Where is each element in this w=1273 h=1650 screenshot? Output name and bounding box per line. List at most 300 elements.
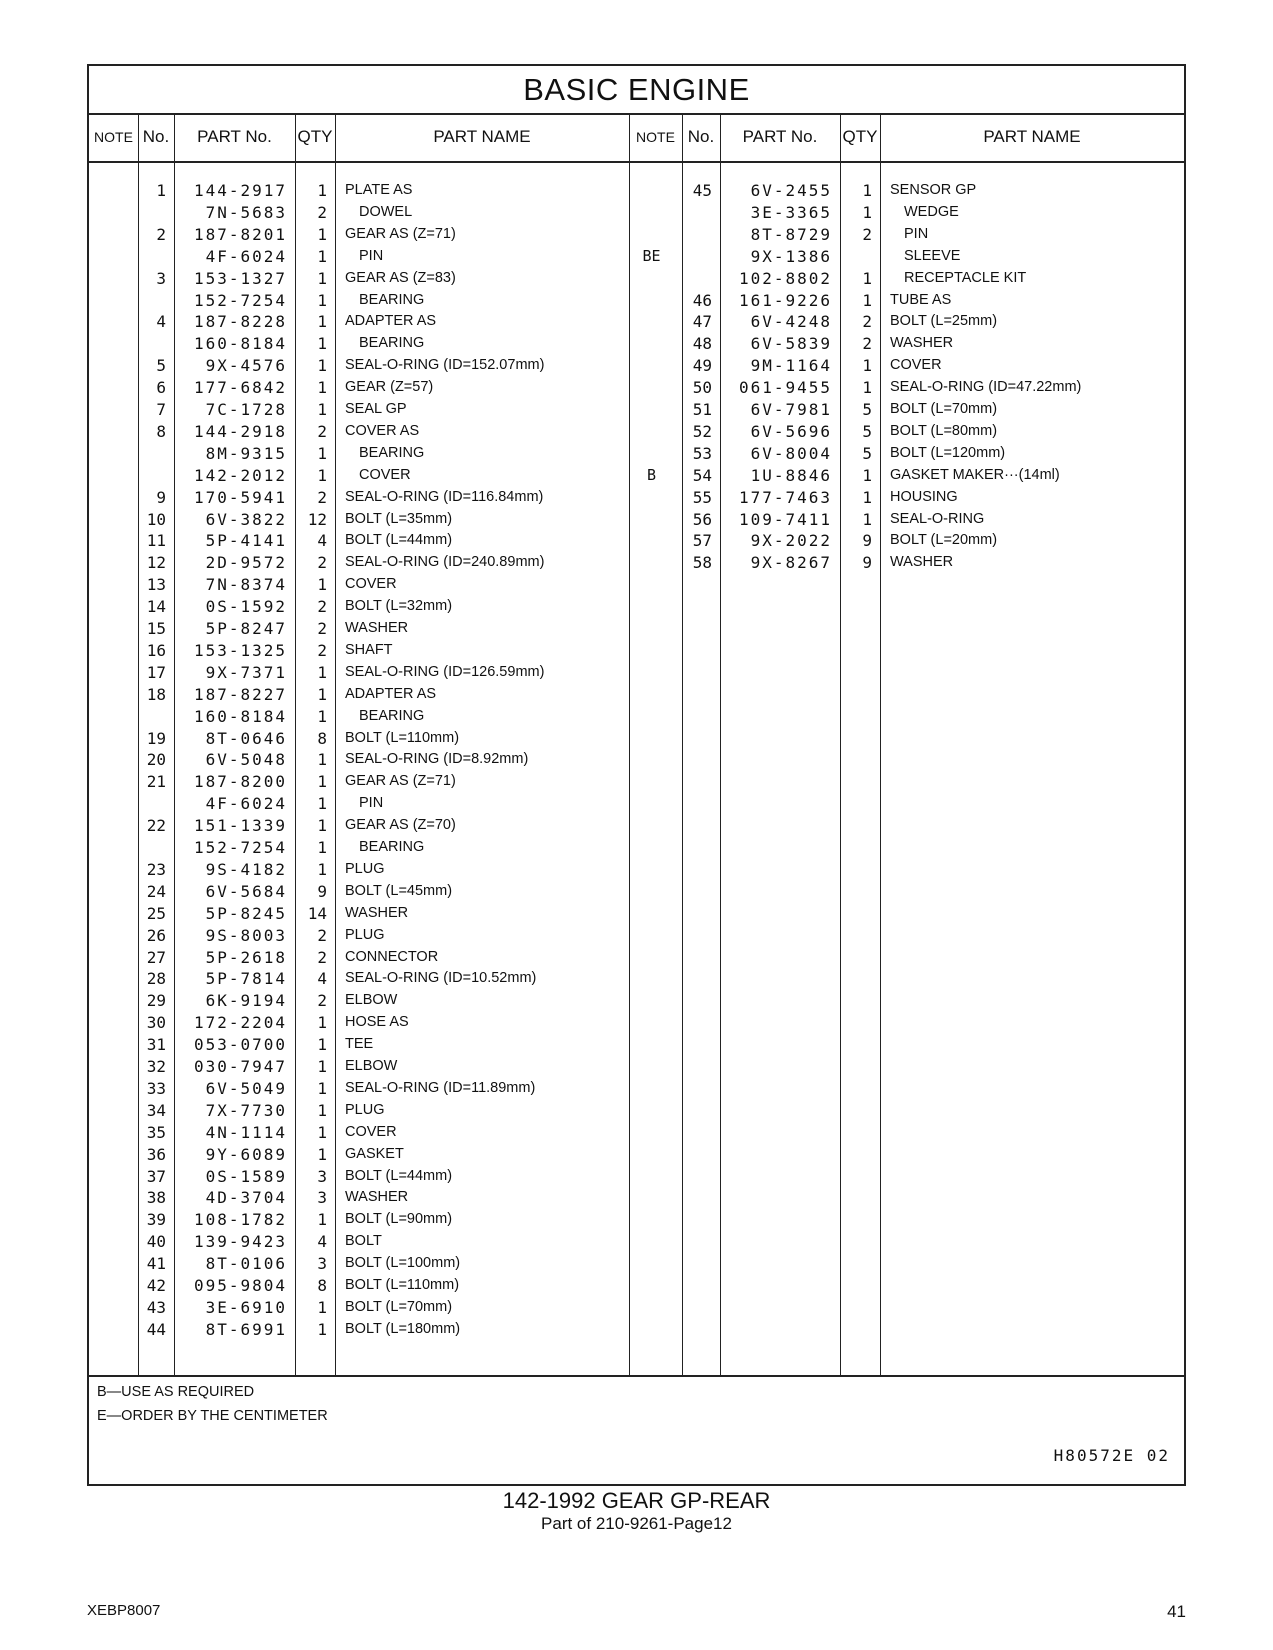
cell-part-number: 5P-8245	[205, 903, 287, 923]
cell-part-number: 8T-0106	[205, 1254, 287, 1274]
table-row	[89, 508, 1184, 531]
cell-part-number: 5P-8247	[205, 619, 287, 638]
cell-item-number: 9	[156, 487, 166, 507]
cell-item-number: 15	[146, 619, 166, 638]
table-row	[89, 464, 1184, 487]
cell-note	[629, 354, 674, 377]
cell-part-name: BOLT (L=70mm)	[890, 401, 998, 417]
cell-part-number: 5P-2618	[205, 947, 287, 967]
cell-part-name: PLUG	[345, 1101, 385, 1118]
cell-item-number: 18	[146, 684, 166, 704]
cell-part-name: BOLT (L=25mm)	[890, 313, 998, 330]
cell-part-number: 030-7947	[193, 1057, 287, 1076]
cell-item-number: 22	[146, 816, 166, 836]
table-row	[89, 1143, 1184, 1166]
cell-part-name: BEARING	[359, 291, 425, 308]
cell-quantity: 12	[307, 509, 327, 529]
cell-item-number: 49	[692, 356, 712, 376]
cell-quantity: 1	[317, 772, 327, 792]
cell-note	[89, 573, 130, 596]
cell-part-name: GEAR AS (Z=71)	[345, 773, 456, 790]
cell-part-name: WASHER	[345, 1189, 409, 1206]
cell-quantity: 1	[317, 1144, 327, 1164]
cell-note	[629, 529, 674, 552]
cell-note	[89, 1296, 130, 1319]
cell-part-name: PIN	[359, 795, 384, 812]
table-row	[89, 354, 1184, 377]
cell-quantity: 1	[317, 816, 327, 836]
cell-part-number: 1U-8846	[750, 465, 832, 485]
cell-item-number: 54	[692, 465, 712, 485]
table-row	[89, 1318, 1184, 1341]
cell-part-name: BOLT (L=100mm)	[345, 1255, 461, 1272]
cell-quantity: 1	[862, 268, 872, 288]
cell-item-number: 41	[146, 1254, 166, 1274]
cell-quantity: 1	[317, 1057, 327, 1076]
cell-part-number: 152-7254	[193, 838, 287, 857]
table-row	[89, 989, 1184, 1012]
cell-part-name: SEAL-O-RING (ID=11.89mm)	[345, 1079, 536, 1096]
header-part-no-right: PART No.	[742, 127, 818, 146]
cell-part-name: SHAFT	[345, 641, 393, 658]
cell-part-name: WASHER	[890, 554, 954, 571]
cell-item-number: 43	[146, 1297, 166, 1317]
cell-note	[629, 508, 674, 531]
cell-quantity: 1	[862, 202, 872, 222]
cell-part-name: SEAL GP	[345, 401, 407, 417]
cell-quantity: 2	[317, 991, 327, 1011]
cell-part-name: BEARING	[359, 707, 425, 724]
cell-item-number: 26	[146, 925, 166, 945]
cell-item-number: 8	[156, 421, 166, 441]
illustration-code: H80572E 02	[1053, 1446, 1170, 1465]
cell-quantity: 2	[317, 597, 327, 617]
cell-part-number: 6V-5839	[750, 334, 832, 354]
table-title: BASIC ENGINE	[89, 66, 1184, 115]
cell-part-name: GASKET	[345, 1145, 404, 1162]
table-row	[89, 267, 1184, 290]
header-no-right: No.	[687, 127, 715, 146]
cell-quantity: 1	[317, 1210, 327, 1230]
cell-part-name: PIN	[904, 225, 929, 242]
cell-part-number: 153-1325	[193, 640, 287, 660]
cell-quantity: 1	[317, 1319, 327, 1339]
cell-quantity: 1	[317, 268, 327, 288]
cell-note	[629, 398, 674, 421]
cell-quantity: 1	[317, 378, 327, 398]
cell-item-number: 40	[146, 1232, 166, 1252]
cell-part-number: 6V-4248	[750, 312, 832, 332]
cell-part-name: HOSE AS	[345, 1014, 409, 1031]
cell-quantity: 1	[317, 706, 327, 726]
cell-item-number: 11	[146, 531, 166, 551]
cell-quantity: 1	[317, 334, 327, 354]
cell-quantity: 1	[317, 750, 327, 770]
cell-part-name: BEARING	[359, 335, 425, 352]
cell-part-number: 4F-6024	[205, 794, 287, 814]
cell-part-name: SLEEVE	[904, 247, 961, 264]
cell-quantity: 2	[317, 619, 327, 638]
table-row	[89, 639, 1184, 662]
cell-item-number	[682, 223, 712, 246]
cell-quantity: 1	[317, 443, 327, 463]
cell-note	[89, 1121, 130, 1144]
cell-quantity: 5	[862, 443, 872, 463]
cell-part-name: TUBE AS	[890, 291, 952, 308]
cell-note: B	[646, 465, 657, 484]
cell-item-number: 13	[146, 575, 166, 595]
cell-item-number: 27	[146, 947, 166, 967]
cell-note	[629, 376, 674, 399]
cell-part-name: WASHER	[345, 620, 409, 636]
cell-quantity: 4	[317, 531, 327, 551]
cell-part-number: 9X-8267	[750, 553, 832, 573]
cell-note	[89, 967, 130, 990]
cell-note	[89, 1143, 130, 1166]
cell-part-number: 187-8201	[193, 224, 287, 244]
cell-part-name: BOLT (L=70mm)	[345, 1298, 453, 1315]
cell-quantity: 1	[317, 312, 327, 332]
cell-quantity: 1	[317, 1100, 327, 1120]
cell-item-number: 17	[146, 662, 166, 682]
cell-part-number: 152-7254	[193, 290, 287, 310]
table-row	[89, 1230, 1184, 1253]
cell-part-name: GEAR AS (Z=71)	[345, 225, 456, 242]
cell-item-number: 23	[146, 859, 166, 879]
cell-item-number: 53	[692, 443, 712, 463]
table-row	[89, 617, 1184, 640]
cell-quantity: 2	[317, 925, 327, 945]
cell-note	[629, 267, 674, 290]
cell-part-number: 177-6842	[193, 378, 287, 398]
cell-note: BE	[642, 246, 661, 265]
cell-part-number: 6V-8004	[750, 443, 832, 463]
table-row	[89, 1208, 1184, 1231]
cell-quantity: 2	[317, 553, 327, 573]
table-row	[89, 836, 1184, 859]
cell-quantity: 2	[317, 202, 327, 222]
cell-part-number: 8T-0646	[205, 728, 287, 748]
cell-quantity: 2	[317, 947, 327, 967]
cell-quantity: 1	[317, 1078, 327, 1098]
cell-part-number: 7C-1728	[205, 400, 287, 419]
cell-part-number: 139-9423	[193, 1232, 287, 1252]
cell-item-number: 52	[692, 421, 712, 441]
cell-part-number: 9X-2022	[750, 531, 832, 551]
cell-part-name: WASHER	[345, 904, 409, 921]
cell-part-number: 108-1782	[193, 1210, 287, 1230]
cell-part-number: 9X-7371	[205, 662, 287, 682]
cell-quantity: 9	[317, 881, 327, 901]
cell-part-number: 6V-5684	[205, 881, 287, 901]
cell-item-number: 57	[692, 531, 712, 551]
cell-note	[89, 814, 130, 837]
cell-part-name: BOLT (L=44mm)	[345, 532, 453, 549]
cell-part-number: 5P-7814	[205, 969, 287, 989]
table-row	[89, 792, 1184, 815]
table-row	[89, 245, 1184, 268]
cell-part-number: 6V-5048	[205, 750, 287, 770]
cell-part-name: SEAL-O-RING (ID=47.22mm)	[890, 379, 1082, 396]
cell-note	[89, 661, 130, 684]
cell-item-number: 55	[692, 487, 712, 507]
table-row	[89, 1077, 1184, 1100]
cell-item-number: 14	[146, 597, 166, 617]
cell-part-name: ADAPTER AS	[345, 685, 437, 702]
cell-part-name: SEAL-O-RING (ID=240.89mm)	[345, 554, 545, 571]
cell-part-number: 9X-1386	[750, 246, 832, 266]
cell-part-name: BEARING	[359, 839, 425, 855]
cell-quantity: 3	[317, 1188, 327, 1208]
parts-table	[87, 64, 1186, 1486]
cell-item-number	[682, 201, 712, 224]
footer-divider	[89, 1375, 1184, 1377]
cell-quantity: 1	[317, 575, 327, 595]
cell-note	[89, 770, 130, 793]
cell-part-name: DOWEL	[359, 203, 413, 220]
table-row	[89, 946, 1184, 969]
cell-item-number: 12	[146, 553, 166, 573]
table-row	[89, 1099, 1184, 1122]
table-row	[89, 179, 1184, 202]
table-row	[89, 814, 1184, 837]
cell-quantity: 9	[862, 531, 872, 551]
cell-part-number: 5P-4141	[205, 531, 287, 551]
cell-quantity: 1	[862, 356, 872, 376]
cell-note	[629, 551, 674, 574]
cell-note	[89, 617, 130, 640]
table-row	[89, 442, 1184, 465]
cell-quantity: 1	[317, 356, 327, 376]
cell-quantity: 14	[307, 903, 327, 923]
cell-quantity: 8	[317, 728, 327, 748]
header-note-right: NOTE	[636, 129, 675, 145]
cell-part-number: 144-2918	[193, 421, 287, 441]
cell-part-name: ELBOW	[345, 992, 398, 1009]
cell-part-name: GEAR (Z=57)	[345, 379, 434, 396]
cell-item-number: 4	[156, 312, 166, 332]
cell-quantity: 1	[317, 838, 327, 857]
cell-quantity: 4	[317, 969, 327, 989]
table-row	[89, 1121, 1184, 1144]
cell-item-number: 51	[692, 400, 712, 419]
cell-note	[89, 1186, 130, 1209]
cell-part-number: 187-8227	[193, 684, 287, 704]
table-row	[89, 486, 1184, 509]
cell-item-number	[138, 705, 166, 728]
cell-quantity: 2	[862, 224, 872, 244]
table-row	[89, 1165, 1184, 1188]
cell-quantity: 2	[862, 334, 872, 354]
table-row	[89, 1033, 1184, 1056]
cell-part-name: COVER	[345, 576, 397, 593]
footnote-b: B—USE AS REQUIRED	[97, 1384, 255, 1400]
cell-part-name: PIN	[359, 247, 384, 264]
cell-note	[629, 289, 674, 312]
cell-quantity: 1	[317, 684, 327, 704]
cell-note	[89, 946, 130, 969]
cell-item-number: 37	[146, 1166, 166, 1186]
cell-part-number: 109-7411	[738, 509, 832, 529]
cell-item-number: 42	[146, 1276, 166, 1295]
cell-part-name: SEAL-O-RING (ID=126.59mm)	[345, 663, 545, 680]
cell-part-name: GEAR AS (Z=83)	[345, 269, 456, 286]
cell-part-name: COVER	[359, 466, 411, 483]
table-row	[89, 1252, 1184, 1275]
cell-quantity: 1	[317, 1297, 327, 1317]
cell-part-number: 102-8802	[738, 268, 832, 288]
header-part-name-left: PART NAME	[433, 127, 531, 146]
cell-note	[89, 1274, 130, 1297]
cell-quantity	[840, 245, 872, 268]
cell-item-number: 36	[146, 1144, 166, 1164]
cell-part-number: 7N-5683	[205, 202, 287, 222]
cell-note	[89, 1055, 130, 1078]
cell-item-number: 33	[146, 1078, 166, 1098]
table-row	[89, 595, 1184, 618]
cell-note	[89, 705, 130, 728]
table-row	[89, 661, 1184, 684]
cell-part-number: 0S-1589	[205, 1166, 287, 1186]
cell-quantity: 1	[317, 290, 327, 310]
cell-part-number: 4F-6024	[205, 246, 287, 266]
cell-part-name: BOLT (L=80mm)	[890, 422, 998, 439]
cell-part-name: RECEPTACLE KIT	[904, 269, 1027, 286]
cell-part-name: TEE	[345, 1036, 374, 1053]
table-row	[89, 967, 1184, 990]
cell-part-name: PLUG	[345, 926, 385, 943]
cell-quantity: 1	[862, 465, 872, 485]
cell-item-number: 19	[146, 728, 166, 748]
cell-note	[89, 1165, 130, 1188]
cell-part-number: 7N-8374	[205, 575, 287, 595]
table-row	[89, 880, 1184, 903]
cell-part-name: COVER	[890, 357, 942, 374]
table-row	[89, 1011, 1184, 1034]
cell-note	[629, 179, 674, 202]
cell-part-name: SENSOR GP	[890, 182, 977, 198]
cell-note	[89, 727, 130, 750]
cell-part-number: 187-8228	[193, 312, 287, 332]
cell-part-number: 8M-9315	[205, 443, 287, 463]
cell-item-number: 30	[146, 1013, 166, 1033]
cell-quantity: 5	[862, 400, 872, 419]
cell-part-name: BOLT (L=44mm)	[345, 1167, 453, 1184]
cell-item-number: 20	[146, 750, 166, 770]
cell-part-number: 151-1339	[193, 816, 287, 836]
cell-note	[89, 1099, 130, 1122]
cell-item-number	[138, 792, 166, 815]
table-row	[89, 1055, 1184, 1078]
cell-quantity: 1	[862, 509, 872, 529]
table-row	[89, 683, 1184, 706]
cell-part-name: PLATE AS	[345, 182, 413, 198]
cell-item-number: 16	[146, 640, 166, 660]
cell-quantity: 9	[862, 553, 872, 573]
cell-part-number: 142-2012	[193, 465, 287, 485]
cell-item-number: 38	[146, 1188, 166, 1208]
cell-item-number	[682, 267, 712, 290]
cell-item-number: 58	[692, 553, 712, 573]
cell-item-number: 29	[146, 991, 166, 1011]
cell-item-number: 50	[692, 378, 712, 398]
cell-part-name: BOLT (L=90mm)	[345, 1211, 453, 1228]
cell-part-name: GEAR AS (Z=70)	[345, 817, 456, 834]
table-row	[89, 398, 1184, 421]
cell-part-name: GASKET MAKER···(14ml)	[890, 466, 1060, 483]
cell-quantity: 1	[862, 181, 872, 200]
cell-part-number: 6V-3822	[205, 509, 287, 529]
group-title: 142-1992 GEAR GP-REAR	[502, 1488, 771, 1513]
cell-part-number: 144-2917	[193, 181, 287, 200]
cell-note	[629, 420, 674, 443]
cell-item-number: 3	[156, 268, 166, 288]
cell-item-number: 25	[146, 903, 166, 923]
cell-quantity: 1	[862, 487, 872, 507]
cell-part-number: 6V-7981	[750, 400, 832, 419]
table-row	[89, 223, 1184, 246]
cell-part-number: 3E-6910	[205, 1297, 287, 1317]
cell-note	[629, 223, 674, 246]
cell-part-name: ADAPTER AS	[345, 313, 437, 330]
cell-part-number: 172-2204	[193, 1013, 287, 1033]
cell-part-number: 9S-4182	[205, 859, 287, 879]
cell-item-number: 21	[146, 772, 166, 792]
publication-number: XEBP8007	[87, 1602, 161, 1619]
cell-quantity: 1	[317, 1013, 327, 1033]
table-row	[89, 902, 1184, 925]
header-qty-right: QTY	[842, 127, 878, 146]
cell-part-name: HOUSING	[890, 488, 958, 505]
cell-part-name: BOLT (L=32mm)	[345, 598, 453, 615]
table-row	[89, 310, 1184, 333]
cell-part-name: BOLT (L=20mm)	[890, 532, 998, 549]
cell-note	[89, 748, 130, 771]
cell-quantity: 2	[317, 421, 327, 441]
table-header	[89, 113, 1184, 163]
cell-note	[89, 792, 130, 815]
cell-note	[89, 902, 130, 925]
cell-item-number: 46	[692, 290, 712, 310]
cell-item-number: 34	[146, 1100, 166, 1120]
cell-quantity: 1	[317, 246, 327, 266]
cell-quantity: 3	[317, 1166, 327, 1186]
cell-part-name: CONNECTOR	[345, 948, 439, 965]
cell-quantity: 1	[317, 224, 327, 244]
header-part-name-right: PART NAME	[983, 127, 1081, 146]
header-part-no-left: PART No.	[197, 127, 272, 146]
cell-item-number: 10	[146, 509, 166, 529]
cell-part-name: BOLT (L=120mm)	[890, 444, 1006, 461]
cell-part-number: 9M-1164	[750, 356, 832, 376]
table-row	[89, 924, 1184, 947]
cell-note	[89, 1318, 130, 1341]
cell-item-number: 35	[146, 1122, 166, 1142]
cell-part-number: 6V-5049	[205, 1078, 287, 1098]
cell-quantity: 1	[317, 1122, 327, 1142]
cell-part-name: BOLT (L=180mm)	[345, 1320, 461, 1337]
cell-part-number: 6V-2455	[750, 181, 832, 200]
cell-quantity: 2	[317, 487, 327, 507]
cell-part-number: 177-7463	[738, 487, 832, 507]
cell-item-number: 2	[156, 224, 166, 244]
cell-part-name: SEAL-O-RING (ID=152.07mm)	[345, 357, 545, 374]
table-row	[89, 573, 1184, 596]
cell-note	[89, 989, 130, 1012]
cell-item-number: 32	[146, 1057, 166, 1076]
cell-note	[89, 683, 130, 706]
cell-part-number: 095-9804	[193, 1276, 287, 1295]
